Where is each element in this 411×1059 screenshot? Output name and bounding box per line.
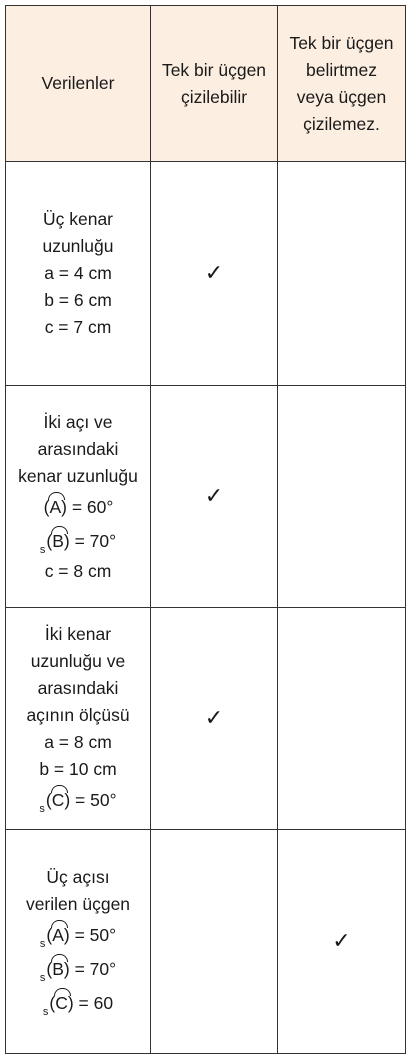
single-triangle-cell bbox=[151, 386, 278, 608]
table-row bbox=[6, 162, 406, 386]
table-row bbox=[6, 386, 406, 608]
givens-cell bbox=[6, 386, 151, 608]
open-paren: ( bbox=[43, 496, 50, 517]
open-paren: ( bbox=[49, 992, 56, 1013]
header-none-line: belirtmez bbox=[306, 59, 377, 80]
no-unique-triangle-cell bbox=[278, 386, 406, 608]
table-row bbox=[6, 830, 406, 1054]
angle-letter: C bbox=[55, 986, 68, 1017]
angle-measure-prefix: s bbox=[39, 802, 45, 815]
table-row bbox=[6, 608, 406, 830]
angle-measure bbox=[6, 783, 150, 817]
given-line: Üç açısı bbox=[46, 866, 110, 887]
angle-measure-prefix: s bbox=[39, 971, 46, 984]
open-paren: ( bbox=[46, 958, 53, 979]
given-line: arasındaki bbox=[37, 677, 119, 698]
angle-measure bbox=[6, 952, 150, 986]
angle-value: ) = 70° bbox=[63, 958, 117, 979]
header-single-line: çizilebilir bbox=[180, 86, 248, 107]
triangle-conditions-table bbox=[5, 5, 406, 1054]
angle-value: ) = 50° bbox=[63, 924, 117, 945]
angle-value: ) = 60 bbox=[67, 992, 114, 1013]
check-mark-icon: ✓ bbox=[204, 705, 224, 731]
angle-letter: A bbox=[49, 490, 61, 521]
check-mark-icon: ✓ bbox=[204, 483, 224, 509]
given-line: kenar uzunluğu bbox=[18, 465, 138, 486]
check-mark-icon: ✓ bbox=[332, 928, 351, 954]
angle-measure bbox=[6, 918, 150, 952]
angle-measure bbox=[6, 490, 150, 524]
open-paren: ( bbox=[45, 789, 52, 810]
no-unique-triangle-cell bbox=[278, 162, 406, 386]
given-line: İki kenar bbox=[44, 623, 112, 644]
given-line: uzunluğu ve bbox=[30, 650, 126, 671]
givens-cell bbox=[6, 830, 151, 1054]
single-triangle-cell bbox=[151, 608, 278, 830]
angle-measure bbox=[6, 986, 150, 1020]
single-triangle-cell bbox=[151, 162, 278, 386]
angle-letter: B bbox=[52, 524, 64, 555]
given-line: İki açı ve bbox=[43, 411, 113, 432]
angle-letter: B bbox=[52, 952, 64, 983]
given-line: b = 10 cm bbox=[39, 758, 117, 779]
header-no-unique-triangle bbox=[278, 6, 406, 162]
given-line: b = 6 cm bbox=[44, 290, 112, 310]
angle-measure-prefix: s bbox=[39, 937, 46, 950]
open-paren: ( bbox=[46, 530, 53, 551]
angle-measure-prefix: s bbox=[42, 1005, 49, 1018]
given-line: a = 8 cm bbox=[44, 731, 112, 752]
angle-measure bbox=[6, 524, 150, 558]
header-givens bbox=[6, 6, 151, 162]
header-none-line: Tek bir üçgen bbox=[289, 32, 394, 53]
angle-letter: C bbox=[52, 783, 65, 814]
given-line: arasındaki bbox=[37, 438, 119, 459]
header-givens-line: Verilenler bbox=[41, 73, 115, 93]
given-line: uzunluğu bbox=[42, 236, 114, 256]
given-line: açının ölçüsü bbox=[26, 704, 130, 725]
given-line: a = 4 cm bbox=[44, 263, 112, 283]
single-triangle-cell bbox=[151, 830, 278, 1054]
given-line: c = 8 cm bbox=[44, 560, 112, 581]
givens-cell bbox=[6, 608, 151, 830]
given-line: verilen üçgen bbox=[25, 893, 131, 914]
open-paren: ( bbox=[46, 924, 53, 945]
given-line: c = 7 cm bbox=[44, 317, 112, 337]
header-single-line: Tek bir üçgen bbox=[161, 59, 267, 80]
givens-cell bbox=[6, 162, 151, 386]
angle-value: ) = 50° bbox=[64, 789, 117, 810]
angle-value: ) = 70° bbox=[63, 530, 117, 551]
no-unique-triangle-cell bbox=[278, 608, 406, 830]
given-line: Üç kenar bbox=[42, 209, 114, 229]
header-none-line: veya üçgen bbox=[296, 86, 387, 107]
check-mark-icon: ✓ bbox=[204, 260, 224, 286]
angle-value: ) = 60° bbox=[61, 496, 114, 517]
header-single-triangle bbox=[151, 6, 278, 162]
angle-letter: A bbox=[52, 918, 64, 949]
angle-measure-prefix: s bbox=[39, 543, 46, 556]
header-none-line: çizilemez. bbox=[303, 113, 380, 134]
no-unique-triangle-cell bbox=[278, 830, 406, 1054]
header-row bbox=[6, 6, 406, 162]
